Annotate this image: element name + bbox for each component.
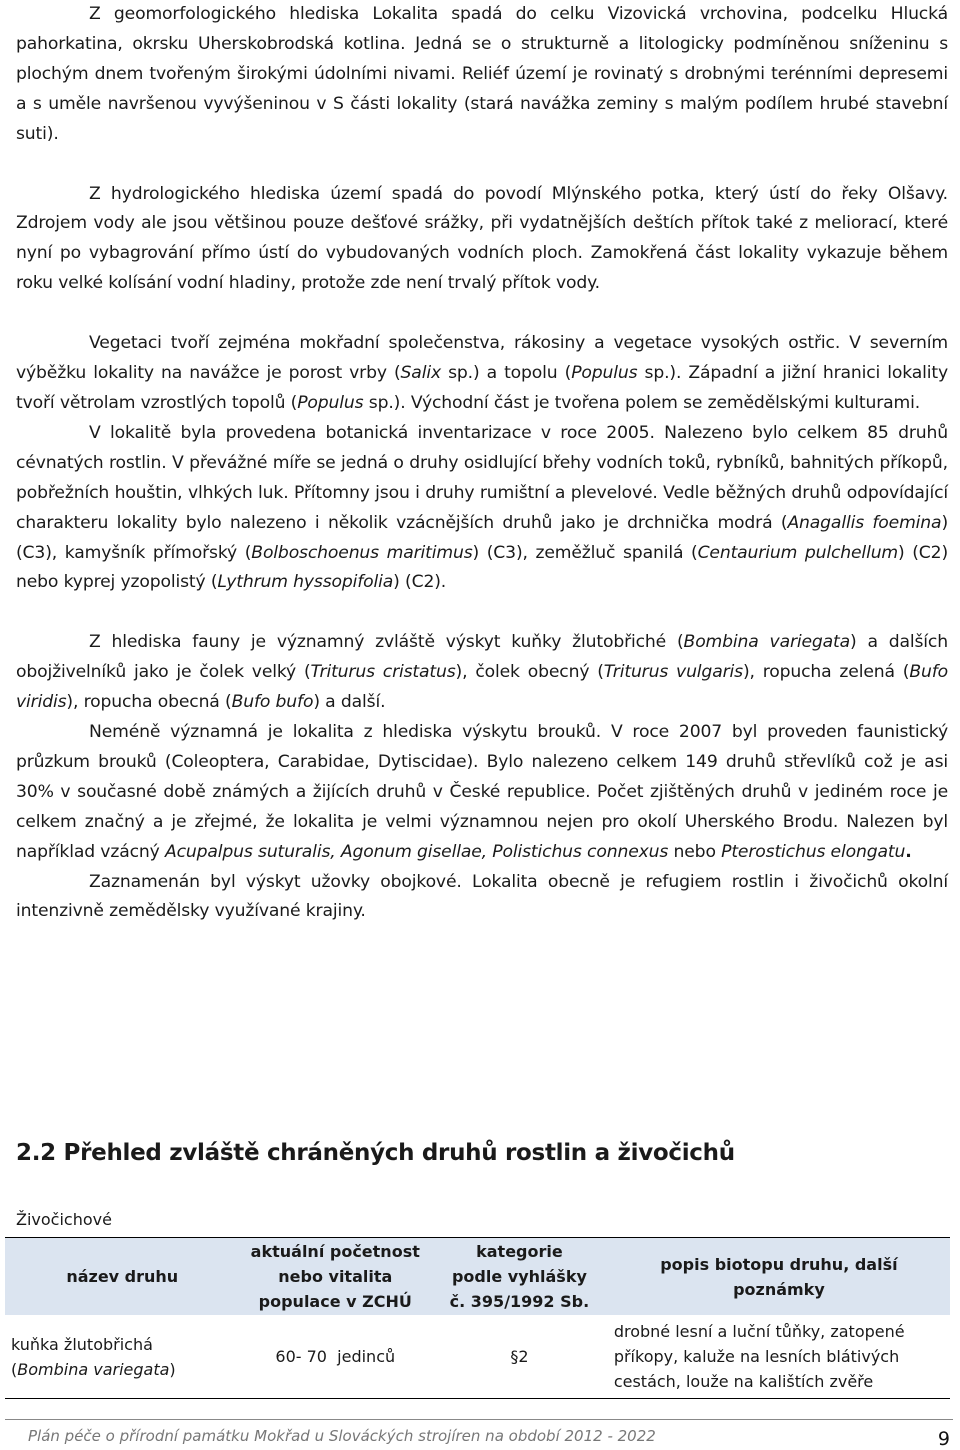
latin-name: Pterostichus elongatu xyxy=(721,841,906,862)
document-body xyxy=(16,0,948,927)
text-span: č. 395/1992 Sb. xyxy=(449,1292,590,1311)
section-heading: 2.2 Přehled zvláště chráněných druhů rostlin a živočichů xyxy=(16,1140,735,1166)
text-span: Neméně významná je lokalita z hlediska výskytu brouků. V roce 2007 byl proveden faunistický průzkum brouků (Coleoptera, Carabidae, Dytiscidae). Bylo nalezeno celkem 149 druhů střevlíků což je asi 30% v současné době známých a žijících druhů v České republice. Počet zjištěných druhů v jediném roce je celkem značný a je zřejmé, že lokalita je velmi významnou nejen pro okolí Uherského Brodu. Nalezen byl například vzácný xyxy=(16,722,948,862)
text-span: ), ropucha zelená ( xyxy=(742,662,910,683)
page-number: 9 xyxy=(937,1428,950,1450)
text-span: Z hydrologického hlediska území spadá do povodí Mlýnského potka, který ústí do řeky Olšavy. Zdrojem vody ale jsou většinou pouze dešťové srážky, při vydatnějších deštích přítok také z meliorací, které nyní po vybagrování přímo ústí do vybudovaných vodních ploch. Zamokřená část lokality vykazuje během roku velké kolísání vodní hladiny, protože zde není trvalý přítok vody. xyxy=(16,183,948,294)
cell-species-name: kuňka žlutobřichá (Bombina variegata) xyxy=(11,1334,176,1379)
table-row xyxy=(5,1315,950,1399)
paragraph-fauna xyxy=(16,628,948,718)
species-table xyxy=(5,1237,950,1399)
text-span: nebo xyxy=(668,841,722,862)
text-span: podle vyhlášky xyxy=(451,1267,587,1286)
footer-divider xyxy=(5,1419,953,1420)
header-category xyxy=(431,1238,608,1316)
text-span: ) a další. xyxy=(313,692,386,713)
text-span: 60- 70 jedinců xyxy=(275,1347,396,1366)
text-span: sp.) a topolu ( xyxy=(440,363,572,384)
text-span: kategorie xyxy=(476,1242,563,1261)
text-span: ), čolek obecný ( xyxy=(455,662,604,683)
paragraph-hydrology xyxy=(16,180,948,300)
text-span: ) (C2) nebo kyprej yzopolistý ( xyxy=(16,542,949,593)
paragraph-geomorphology xyxy=(16,0,948,150)
text-span: Z hlediska fauny je významný zvláště výskyt kuňky žlutobřiché ( xyxy=(89,632,684,653)
latin-name: Bombina variegata xyxy=(683,632,851,653)
text-span: drobné lesní a luční tůňky, zatopené xyxy=(613,1322,905,1341)
table-header-row xyxy=(5,1238,950,1316)
text-span: ) a dalších obojživelníků jako je čolek velký ( xyxy=(16,632,948,683)
latin-name: Populus xyxy=(297,392,364,413)
latin-name: Triturus vulgaris xyxy=(603,662,743,683)
text-span: sp.). Východní část je tvořena polem se zemědělskými kulturami. xyxy=(363,392,921,413)
cell-category xyxy=(431,1315,608,1399)
text-span: populace v ZCHÚ xyxy=(258,1292,412,1311)
text-span: kuňka žlutobřichá xyxy=(11,1334,153,1354)
latin-name: Lythrum hyssopifolia xyxy=(217,572,394,593)
cell-description xyxy=(608,1315,950,1399)
latin-name: Bolboschoenus maritimus xyxy=(251,542,473,563)
paragraph-record xyxy=(16,868,948,928)
text-span: aktuální početnost xyxy=(250,1242,420,1261)
text-span: . xyxy=(905,841,912,862)
footer-title: Plán péče o přírodní památku Mokřad u Slováckých strojíren na období 2012 - 2022 xyxy=(28,1427,656,1445)
latin-name: Populus xyxy=(571,363,638,384)
paragraph-beetles xyxy=(16,718,948,868)
header-count xyxy=(240,1238,432,1316)
text-span: Z geomorfologického hlediska Lokalita spadá do celku Vizovická vrchovina, podcelku Hlucká pahorkatina, okrsku Uherskobrodská kotlina. Jedná se o strukturně a litologicky podmíněnou sníženinu s plochým dnem tvořeným širokými údolními nivami. Reliéf území je rovinatý s drobnými terénními depresemi a s uměle navršenou vyvýšeninou v S části lokality (stará navážka zeminy s malým podílem hrubé stavební suti). xyxy=(16,4,948,144)
text-span: popis biotopu druhu, další poznámky xyxy=(660,1254,898,1299)
text-span: ) (C3), zeměžluč spanilá ( xyxy=(472,542,698,563)
header-description xyxy=(608,1238,950,1316)
latin-name: Salix xyxy=(400,363,441,384)
text-span: §2 xyxy=(510,1347,529,1366)
text-span: ) (C2). xyxy=(393,572,447,593)
latin-name: Triturus cristatus xyxy=(310,662,456,683)
latin-name: Bufo viridis xyxy=(16,662,949,713)
latin-name: Anagallis foemina xyxy=(787,512,942,533)
section-label-animals: Živočichové xyxy=(16,1210,112,1229)
paragraph-botany xyxy=(16,419,948,598)
text-span: V lokalitě byla provedena botanická inventarizace v roce 2005. Nalezeno bylo celkem 85 druhů cévnatých rostlin. V převážné míře se jedná o druhy osidlující břehy vodních toků, rybníků, bahnitých příkopů, pobřežních houštin, vlhkých luk. Přítomny jsou i druhy rumištní a plevelové. Vedle běžných druhů odpovídající charakteru lokality bylo nalezeno i několik vzácnějších druhů jako je drchnička modrá ( xyxy=(16,422,948,533)
text-span: sp.). Západní a jižní hranici lokality tvoří větrolam vzrostlých topolů ( xyxy=(16,363,949,413)
text-span: ) (C3), kamyšník přímořský ( xyxy=(16,512,949,563)
text-span: ), ropucha obecná ( xyxy=(66,692,232,713)
latin-name: Bufo bufo xyxy=(231,692,314,713)
text-span: cestách, louže na kalištích zvěře xyxy=(613,1372,874,1391)
text-span: název druhu xyxy=(66,1267,179,1286)
header-name xyxy=(5,1238,240,1316)
text-span: Vegetaci tvoří zejména mokřadní společenstva, rákosiny a vegetace vysokých ostřic. V severním výběžku lokality na navážce je porost vrby ( xyxy=(16,333,948,384)
latin-name: Acupalpus suturalis, Agonum gisellae, Polistichus connexus xyxy=(164,841,669,862)
paragraph-vegetation xyxy=(16,329,948,419)
text-span: Zaznamenán byl výskyt užovky obojkové. Lokalita obecně je refugiem rostlin i živočichů okolní intenzivně zemědělsky využívané krajiny. xyxy=(16,871,948,922)
text-span: nebo vitalita xyxy=(278,1267,393,1286)
latin-name: Centaurium pulchellum xyxy=(697,542,899,563)
cell-count xyxy=(240,1315,432,1399)
text-span: příkopy, kaluže na lesních blátivých xyxy=(613,1347,900,1366)
latin-name: Bombina variegata xyxy=(17,1359,170,1379)
